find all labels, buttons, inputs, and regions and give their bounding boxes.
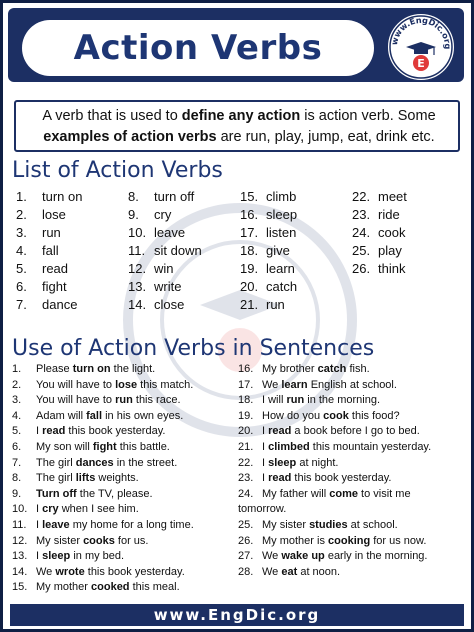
verb-column (16, 188, 82, 314)
sentence-text (262, 471, 391, 487)
verb-item (16, 260, 82, 278)
sentence-part: Adam will (36, 409, 87, 422)
sentence-verb: cook (323, 409, 349, 422)
verb-number: 17. (240, 225, 259, 240)
verb-word: close (154, 297, 185, 312)
verb-item (240, 278, 297, 296)
verb-word: think (378, 261, 406, 276)
verb-number: 3. (16, 225, 27, 240)
verb-number: 15. (240, 189, 259, 204)
page-title: Action Verbs (73, 28, 323, 68)
verb-word: ride (378, 207, 400, 222)
sentence-text (36, 424, 165, 440)
sentence-part: You will have to (36, 378, 116, 391)
sentence-verb: sleep (42, 550, 71, 563)
sentence-item (12, 471, 244, 487)
verb-word: catch (266, 279, 298, 294)
sentence-text (36, 471, 139, 487)
sentence-number: 20. (238, 425, 254, 438)
sentence-verb: studies (309, 518, 348, 531)
verb-number: 6. (16, 279, 27, 294)
sentence-verb: Turn off (36, 487, 77, 500)
verb-number: 19. (240, 261, 259, 276)
verb-item (240, 296, 297, 314)
sentence-part: at school. (347, 518, 398, 531)
sentence-part: My son will (36, 440, 93, 453)
sentence-number: 8. (12, 472, 22, 485)
sentence-number: 18. (238, 394, 254, 407)
verb-word: leave (154, 225, 186, 240)
sentence-part: I (262, 456, 269, 469)
sentence-text (36, 502, 139, 518)
sentence-part: this mountain yesterday. (309, 440, 432, 453)
sentence-part: We (262, 565, 282, 578)
verb-word: cook (378, 225, 406, 240)
sentence-verb: turn on (72, 363, 111, 375)
sentence-item (238, 362, 470, 378)
sentence-continuation: tomorrow. (238, 503, 287, 516)
verb-number: 25. (352, 243, 371, 258)
verb-item (128, 242, 202, 260)
sentence-part: this food? (348, 409, 400, 422)
verb-number: 21. (240, 297, 259, 312)
sentence-number: 1. (12, 363, 22, 375)
sentence-text (36, 362, 155, 378)
sentence-part: The girl (36, 456, 76, 469)
sentence-part: I (36, 503, 43, 516)
sentence-item (238, 393, 470, 409)
verb-number: 5. (16, 261, 27, 276)
verb-word: turn on (42, 189, 83, 204)
sentence-number: 24. (238, 487, 254, 500)
sentence-part: I (36, 518, 43, 531)
sentence-verb: climbed (268, 440, 310, 453)
verb-item (128, 206, 202, 224)
verb-item (16, 206, 82, 224)
verb-number: 11. (128, 243, 146, 258)
sentence-item (238, 518, 470, 534)
sentence-verb: read (268, 425, 292, 438)
verb-item (16, 278, 82, 296)
sentence-text (262, 409, 400, 425)
verb-number: 26. (352, 261, 371, 276)
sentence-text (262, 456, 338, 472)
logo-text: www.EngDic.org (388, 14, 454, 50)
sentence-part: this meal. (129, 581, 180, 594)
sentence-part: fish. (346, 363, 370, 375)
verb-item (352, 224, 407, 242)
verb-item (352, 260, 407, 278)
sentence-part: weights. (95, 472, 139, 485)
verb-number: 16. (240, 207, 259, 222)
sentence-verb: eat (281, 565, 298, 578)
sentence-number: 10. (12, 503, 28, 516)
sentence-text (36, 378, 193, 394)
logo-initial: E (417, 57, 425, 70)
sentence-verb: run (286, 394, 305, 407)
sentence-item (238, 534, 470, 550)
verb-item (240, 224, 297, 242)
verb-item (16, 296, 82, 314)
sentence-number: 11. (12, 518, 27, 531)
sentence-part: I (262, 440, 269, 453)
verb-word: turn off (154, 189, 195, 204)
sentence-number: 19. (238, 409, 254, 422)
sentence-part: for us. (114, 534, 149, 547)
sentence-part: at noon. (297, 565, 341, 578)
sentence-text (262, 534, 426, 550)
sentence-part: Please (36, 363, 73, 375)
sentence-item (12, 565, 244, 581)
footer-bar (10, 604, 464, 626)
sentence-text (262, 393, 380, 409)
sentence-verb: learn (281, 378, 308, 391)
sentence-part: in the street. (113, 456, 178, 469)
sentence-number: 3. (12, 394, 22, 407)
sentence-item (12, 393, 244, 409)
sentences-heading: Use of Action Verbs in Sentences (12, 336, 375, 361)
sentence-item (238, 471, 470, 487)
definition-part: are run, play, jump, eat, drink etc. (216, 129, 435, 145)
sentences-left-column (12, 362, 244, 596)
sentence-part: I (36, 550, 43, 563)
sentence-part: My sister (36, 534, 84, 547)
verb-number: 8. (128, 189, 139, 204)
sentence-item (238, 487, 470, 503)
sentence-part: How do you (262, 409, 324, 422)
logo-graphic (388, 14, 454, 80)
sentence-number: 9. (12, 487, 22, 500)
verb-item (128, 224, 202, 242)
verb-item (352, 206, 407, 224)
verb-word: win (154, 261, 174, 276)
verb-number: 2. (16, 207, 27, 222)
verb-item (128, 188, 202, 206)
footer-url: www.EngDic.org (153, 606, 321, 624)
sentence-part: for us now. (370, 534, 427, 547)
sentence-item (12, 487, 244, 503)
sentence-verb: wrote (55, 565, 85, 578)
sentence-verb: wake up (281, 550, 325, 563)
verb-word: run (266, 297, 285, 312)
verb-item (352, 242, 407, 260)
verb-word: write (154, 279, 182, 294)
sentence-item (238, 409, 470, 425)
verb-item (16, 224, 82, 242)
verb-number: 13. (128, 279, 147, 294)
sentence-number: 28. (238, 565, 254, 578)
sentence-verb: fall (86, 409, 103, 422)
sentence-part: at night. (296, 456, 339, 469)
sentence-item (238, 456, 470, 472)
sentence-number: 14. (12, 565, 28, 578)
sentence-text (36, 487, 153, 503)
sentence-text (262, 378, 397, 394)
header-banner (8, 8, 464, 82)
sentence-part: the TV, please. (76, 487, 153, 500)
sentence-verb: dances (75, 456, 114, 469)
sentence-text (36, 534, 148, 550)
sentence-part: my home for a long time. (69, 518, 194, 531)
sentence-part: in his own eyes. (102, 409, 184, 422)
sentence-part: this battle. (116, 440, 170, 453)
sentence-part: We (36, 565, 56, 578)
sentence-part: in my bed. (70, 550, 125, 563)
sentence-part: I (262, 472, 269, 485)
definition-text (22, 106, 456, 148)
definition-box (14, 100, 460, 152)
sentence-text (262, 424, 420, 440)
verb-word: meet (378, 189, 407, 204)
sentence-number: 17. (238, 378, 254, 391)
sentence-part: You will have to (36, 394, 116, 407)
verb-number: 24. (352, 225, 371, 240)
sentence-text (36, 456, 177, 472)
verb-item (128, 260, 202, 278)
sentence-number: 13. (12, 550, 28, 563)
sentence-part: to visit me (358, 487, 411, 500)
sentence-item (12, 580, 244, 596)
verb-item (352, 188, 407, 206)
verb-word: cry (154, 207, 172, 222)
sentence-number: 2. (12, 378, 22, 391)
verb-word: listen (266, 225, 297, 240)
sentence-part: My brother (262, 363, 318, 375)
verb-number: 18. (240, 243, 259, 258)
verb-word: dance (42, 297, 78, 312)
verb-number: 20. (240, 279, 259, 294)
sentence-text (36, 565, 185, 581)
sentence-part: My mother is (262, 534, 329, 547)
sentence-text (36, 409, 183, 425)
verb-number: 22. (352, 189, 371, 204)
verb-item (240, 260, 297, 278)
verb-column (128, 188, 202, 314)
verb-number: 23. (352, 207, 371, 222)
sentence-text (36, 580, 180, 596)
sentence-part: I will (262, 394, 287, 407)
sentence-item (12, 518, 244, 534)
sentence-item (12, 440, 244, 456)
verb-number: 1. (16, 189, 27, 204)
sentence-part: I (262, 425, 269, 438)
sentence-part: when I see him. (58, 503, 139, 516)
verb-word: learn (266, 261, 295, 276)
sentence-number: 4. (12, 409, 22, 422)
sentence-number: 22. (238, 456, 254, 469)
sentence-part: I (36, 425, 43, 438)
sentence-number: 21. (238, 440, 254, 453)
sentence-number: 23. (238, 472, 254, 485)
sentence-verb: fight (92, 440, 117, 453)
sentence-verb: lifts (75, 472, 96, 485)
verb-word: run (42, 225, 61, 240)
definition-part: A verb that is used to (42, 108, 182, 124)
verb-column (352, 188, 407, 278)
sentence-verb: cooks (83, 534, 115, 547)
verb-number: 12. (128, 261, 147, 276)
sentence-part: We (262, 550, 282, 563)
verb-number: 10. (128, 225, 147, 240)
verb-item (240, 188, 297, 206)
sentence-item (12, 378, 244, 394)
sentence-text (262, 440, 431, 456)
sentence-text (36, 440, 170, 456)
verbs-heading: List of Action Verbs (12, 158, 223, 183)
sentence-text (36, 518, 194, 534)
verb-word: climb (266, 189, 297, 204)
engdic-logo (386, 12, 456, 82)
sentence-item (238, 565, 470, 581)
sentence-part: early in the morning. (324, 550, 428, 563)
sentence-item (12, 362, 244, 378)
sentence-number: 16. (238, 363, 254, 375)
sentence-item (12, 534, 244, 550)
sentence-part: English at school. (307, 378, 397, 391)
sentence-text (262, 362, 370, 378)
verb-item (16, 188, 82, 206)
sentence-number: 5. (12, 425, 22, 438)
sentence-number: 25. (238, 518, 254, 531)
verb-item (240, 206, 297, 224)
sentence-part: My father will (262, 487, 330, 500)
definition-part: is action verb. Some (300, 108, 436, 124)
verb-word: sit down (154, 243, 202, 258)
sentence-item (238, 378, 470, 394)
sentence-part: this race. (132, 394, 181, 407)
verb-word: fall (42, 243, 59, 258)
verb-item (16, 242, 82, 260)
sentence-item (12, 549, 244, 565)
sentence-verb: catch (317, 363, 347, 375)
sentence-item (238, 440, 470, 456)
verb-word: fight (42, 279, 67, 294)
sentence-text (36, 393, 181, 409)
sentence-number: 6. (12, 440, 22, 453)
sentence-item (238, 549, 470, 565)
verb-item (128, 296, 202, 314)
sentence-number: 15. (12, 581, 28, 594)
verb-column (240, 188, 297, 314)
sentence-number: 7. (12, 456, 22, 469)
sentence-part: My sister (262, 518, 310, 531)
sentence-text (262, 549, 427, 565)
sentence-item (238, 424, 470, 440)
sentence-text (36, 549, 124, 565)
sentence-text (262, 565, 340, 581)
sentence-part: this book yesterday. (291, 472, 392, 485)
sentence-verb: cooked (91, 581, 130, 594)
sentence-part: this book yesterday. (84, 565, 185, 578)
sentence-verb: run (115, 394, 133, 407)
sentence-part: My mother (36, 581, 92, 594)
verb-number: 7. (16, 297, 27, 312)
verb-word: read (42, 261, 69, 276)
sentence-verb: lose (115, 378, 138, 391)
verb-number: 9. (128, 207, 139, 222)
sentence-item (12, 409, 244, 425)
definition-bold: define any action (181, 108, 301, 124)
sentence-number: 12. (12, 534, 28, 547)
sentence-verb: come (329, 487, 358, 500)
verb-word: give (266, 243, 290, 258)
sentence-part: this match. (137, 378, 194, 391)
verb-number: 14. (128, 297, 147, 312)
sentence-verb: cry (42, 503, 59, 516)
sentence-verb: cooking (328, 534, 371, 547)
sentence-part: The girl (36, 472, 76, 485)
sentence-part: a book before I go to bed. (291, 425, 420, 438)
sentence-text (262, 487, 411, 503)
definition-bold: examples of action verbs (43, 129, 217, 145)
sentence-part: this book yesterday. (65, 425, 166, 438)
verb-item (128, 278, 202, 296)
verb-item (240, 242, 297, 260)
verb-word: sleep (266, 207, 298, 222)
sentence-item (12, 456, 244, 472)
sentence-verb: read (268, 472, 292, 485)
sentence-part: the light. (110, 363, 156, 375)
sentence-number: 27. (238, 550, 254, 563)
sentence-item (12, 502, 244, 518)
sentences-right-column (238, 362, 470, 580)
sentence-verb: leave (42, 518, 70, 531)
verb-word: play (378, 243, 402, 258)
verb-number: 4. (16, 243, 27, 258)
sentence-text (262, 518, 398, 534)
sentence-verb: read (42, 425, 66, 438)
sentence-part: in the morning. (304, 394, 381, 407)
title-pill (22, 20, 374, 76)
sentence-verb: sleep (268, 456, 297, 469)
sentence-part: We (262, 378, 282, 391)
sentence-number: 26. (238, 534, 254, 547)
verb-word: lose (42, 207, 66, 222)
sentence-item (12, 424, 244, 440)
